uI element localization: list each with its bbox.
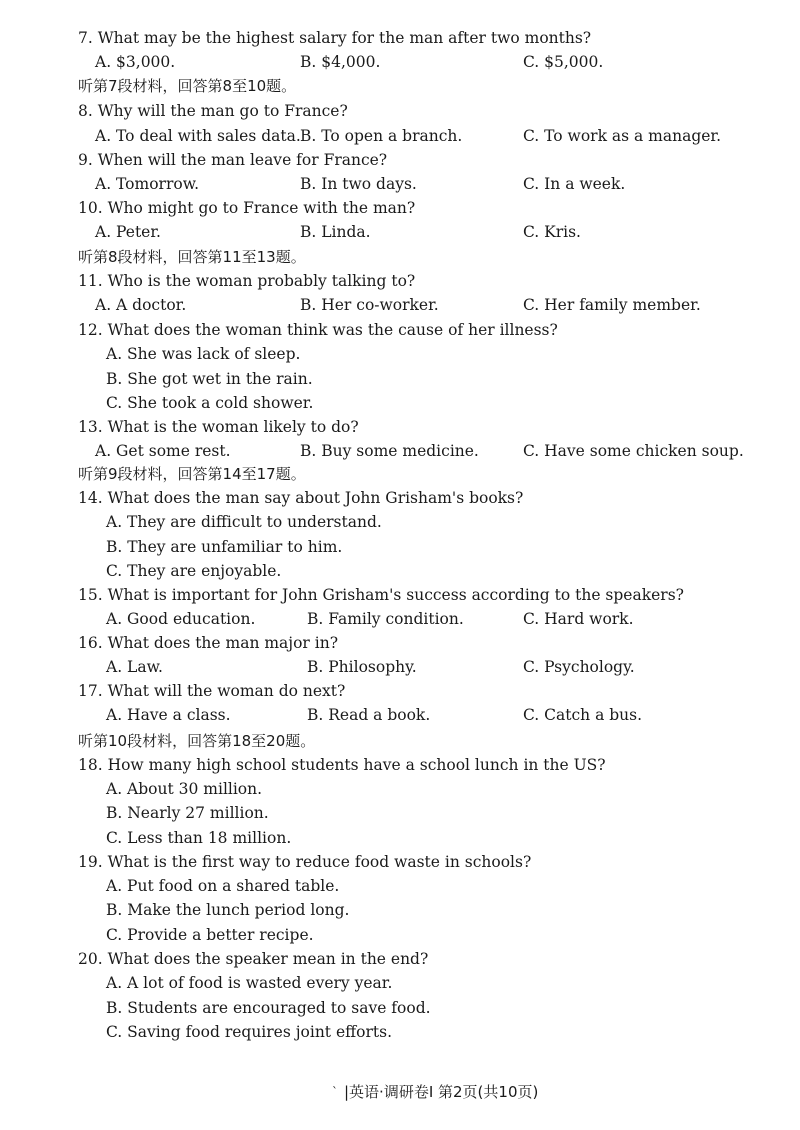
options-7 (0, 50, 800, 74)
option-14a-row (0, 510, 800, 534)
option-20c-row (0, 1020, 800, 1044)
question-7 (0, 26, 800, 50)
question-16 (0, 631, 800, 655)
option-b: B. Make the lunch period long. (106, 901, 350, 919)
question-9 (0, 148, 800, 172)
question-text: 10. Who might go to France with the man? (78, 199, 416, 217)
option-12c-row (0, 391, 800, 415)
option-c: C. Less than 18 million. (106, 829, 292, 847)
question-13 (0, 415, 800, 439)
question-text: 13. What is the woman likely to do? (78, 418, 359, 436)
option-a: A. Good education. (106, 610, 256, 628)
options-16 (0, 655, 800, 679)
option-a: A. $3,000. (95, 53, 176, 71)
question-19 (0, 850, 800, 874)
option-c: C. In a week. (523, 175, 626, 193)
question-text: 20. What does the speaker mean in the end? (78, 950, 429, 968)
options-13 (0, 439, 800, 463)
option-18b-row (0, 801, 800, 825)
page-footer (0, 1080, 800, 1104)
option-b: B. In two days. (300, 175, 417, 193)
options-11 (0, 293, 800, 317)
question-17 (0, 679, 800, 703)
option-c: C. Kris. (523, 223, 581, 241)
section-heading-7 (0, 74, 800, 98)
option-b: B. They are unfamiliar to him. (106, 538, 343, 556)
option-20a-row (0, 971, 800, 995)
question-text: 14. What does the man say about John Grisham's books? (78, 489, 524, 507)
question-20 (0, 947, 800, 971)
option-b: B. $4,000. (300, 53, 381, 71)
question-10 (0, 196, 800, 220)
option-a: A. About 30 million. (106, 780, 263, 798)
section-heading-10 (0, 729, 800, 753)
options-10 (0, 220, 800, 244)
question-text: 17. What will the woman do next? (78, 682, 346, 700)
question-14 (0, 486, 800, 510)
question-18 (0, 753, 800, 777)
option-12b-row (0, 367, 800, 391)
option-18a-row (0, 777, 800, 801)
option-b: B. Family condition. (307, 610, 464, 628)
option-a: A. Law. (106, 658, 163, 676)
question-text: 16. What does the man major in? (78, 634, 339, 652)
section-heading-8 (0, 245, 800, 269)
option-a: A. She was lack of sleep. (106, 345, 301, 363)
option-a: A. Peter. (95, 223, 161, 241)
option-a: A. They are difficult to understand. (106, 513, 382, 531)
option-b: B. She got wet in the rain. (106, 370, 313, 388)
section-text: 听第8段材料，回答第11至13题。 (78, 248, 306, 266)
section-text: 听第7段材料，回答第8至10题。 (78, 77, 297, 95)
option-c: C. Her family member. (523, 296, 701, 314)
option-a: A. Tomorrow. (95, 175, 200, 193)
question-text: 19. What is the first way to reduce food waste in schools? (78, 853, 532, 871)
option-a: A. To deal with sales data. (95, 127, 301, 145)
question-text: 8. Why will the man go to France? (78, 102, 348, 120)
option-a: A. Get some rest. (95, 442, 231, 460)
section-text: 听第10段材料，回答第18至20题。 (78, 732, 316, 750)
footer-mark: ` (332, 1085, 338, 1099)
option-c: C. Saving food requires joint efforts. (106, 1023, 392, 1041)
question-text: 7. What may be the highest salary for the man after two months? (78, 29, 592, 47)
options-8 (0, 124, 800, 148)
option-c: C. She took a cold shower. (106, 394, 314, 412)
section-text: 听第9段材料，回答第14至17题。 (78, 465, 306, 483)
option-b: B. Buy some medicine. (300, 442, 479, 460)
option-14c-row (0, 559, 800, 583)
option-b: B. Students are encouraged to save food. (106, 999, 431, 1017)
option-b: B. Linda. (300, 223, 371, 241)
options-17 (0, 703, 800, 727)
question-8 (0, 99, 800, 123)
question-text: 18. How many high school students have a school lunch in the US? (78, 756, 606, 774)
option-12a-row (0, 342, 800, 366)
question-text: 15. What is important for John Grisham's success according to the speakers? (78, 586, 684, 604)
option-b: B. Her co-worker. (300, 296, 439, 314)
option-a: A. A lot of food is wasted every year. (106, 974, 393, 992)
option-a: A. Have a class. (106, 706, 231, 724)
question-text: 11. Who is the woman probably talking to? (78, 272, 416, 290)
option-b: B. Philosophy. (307, 658, 417, 676)
options-15 (0, 607, 800, 631)
option-c: C. Catch a bus. (523, 706, 643, 724)
question-text: 12. What does the woman think was the cause of her illness? (78, 321, 558, 339)
option-b: B. Nearly 27 million. (106, 804, 269, 822)
option-18c-row (0, 826, 800, 850)
options-9 (0, 172, 800, 196)
option-c: C. $5,000. (523, 53, 604, 71)
option-c: C. Hard work. (523, 610, 634, 628)
question-12 (0, 318, 800, 342)
option-19a-row (0, 874, 800, 898)
option-b: B. To open a branch. (300, 127, 463, 145)
question-15 (0, 583, 800, 607)
option-19c-row (0, 923, 800, 947)
option-20b-row (0, 996, 800, 1020)
option-a: A. A doctor. (95, 296, 187, 314)
section-heading-9 (0, 462, 800, 486)
option-c: C. To work as a manager. (523, 127, 722, 145)
option-c: C. Have some chicken soup. (523, 442, 744, 460)
option-a: A. Put food on a shared table. (106, 877, 340, 895)
option-19b-row (0, 898, 800, 922)
option-c: C. Psychology. (523, 658, 635, 676)
option-c: C. Provide a better recipe. (106, 926, 314, 944)
option-b: B. Read a book. (307, 706, 431, 724)
footer-text: |英语·调研卷Ⅰ 第2页(共10页) (344, 1083, 539, 1101)
option-14b-row (0, 535, 800, 559)
question-text: 9. When will the man leave for France? (78, 151, 388, 169)
question-11 (0, 269, 800, 293)
option-c: C. They are enjoyable. (106, 562, 282, 580)
